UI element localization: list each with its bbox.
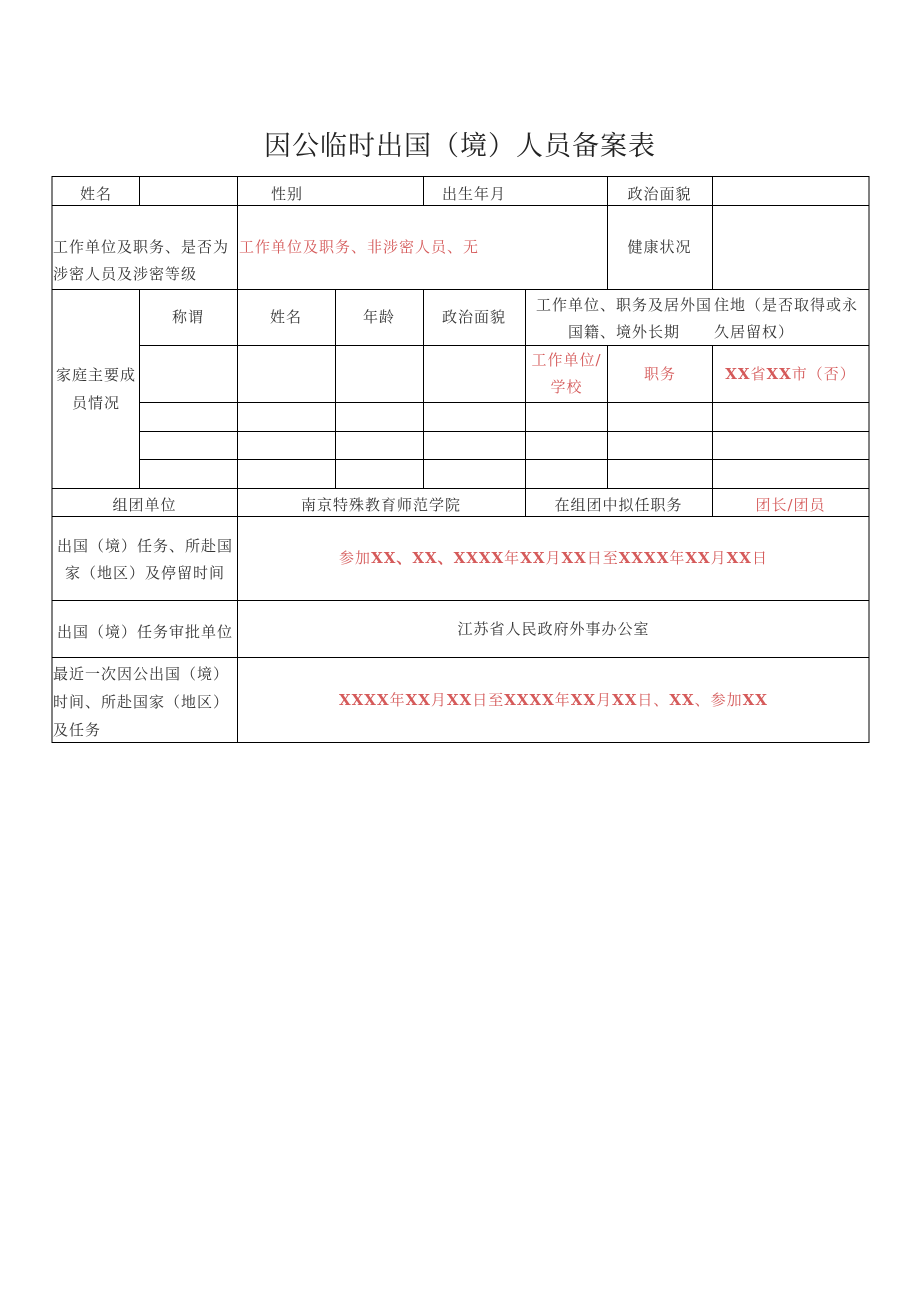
work-label: 工作单位及职务、是否为涉密人员及涉密等级 xyxy=(53,238,230,283)
text-run: 日、 xyxy=(637,690,670,709)
text-run: 年 xyxy=(669,549,686,567)
residence-part: XX xyxy=(725,364,751,383)
text-run: 年 xyxy=(504,549,521,567)
name-field[interactable] xyxy=(140,177,237,205)
group-role-value[interactable]: 团长/团员 xyxy=(755,495,826,514)
text-run: XX xyxy=(685,549,711,567)
text-run: 月 xyxy=(596,690,613,709)
text-run: XX xyxy=(570,690,597,709)
gender-field[interactable] xyxy=(335,177,423,205)
text-run: XX xyxy=(726,549,752,567)
text-run: XXXX xyxy=(618,549,670,567)
text-run: 年 xyxy=(554,690,571,709)
text-run: XX、XX、XXXX xyxy=(371,549,505,567)
family-example-position[interactable]: 职务 xyxy=(643,364,676,383)
group-unit-value[interactable]: 南京特殊教育师范学院 xyxy=(300,495,461,514)
family-header-name: 姓名 xyxy=(269,308,302,326)
text-run: XX xyxy=(446,690,473,709)
political-field[interactable] xyxy=(713,177,868,205)
group-unit-label: 组团单位 xyxy=(112,495,177,514)
residence-part: 省 xyxy=(750,364,767,383)
gender-label: 性别 xyxy=(270,184,303,203)
text-run: XX xyxy=(612,690,638,709)
residence-part: 市（否） xyxy=(791,364,856,383)
text-run: 月 xyxy=(545,549,562,567)
health-field[interactable] xyxy=(713,206,868,289)
mission-value[interactable] xyxy=(238,517,869,600)
family-header-relation: 称谓 xyxy=(171,308,204,326)
text-run: 日至 xyxy=(472,690,505,709)
text-run: 月 xyxy=(430,690,447,709)
text-run: 月 xyxy=(710,549,727,567)
text-run: XX xyxy=(520,549,546,567)
work-value[interactable]: 工作单位及职务、非涉密人员、无 xyxy=(239,238,480,256)
text-run: 年 xyxy=(389,690,406,709)
group-role-label: 在组团中拟任职务 xyxy=(554,495,683,514)
last-trip-value[interactable] xyxy=(238,658,869,742)
approval-value[interactable]: 江苏省人民政府外事办公室 xyxy=(457,619,650,638)
mission-label: 出国（境）任务、所赴国家（地区）及停留时间 xyxy=(56,537,233,582)
birth-field[interactable] xyxy=(525,177,607,205)
text-run: XX xyxy=(742,690,768,709)
family-section-label: 家庭主要成员情况 xyxy=(55,366,136,412)
text-run: 、参加 xyxy=(694,690,743,709)
name-label: 姓名 xyxy=(79,184,112,203)
form-title: 因公临时出国（境）人员备案表 xyxy=(264,131,656,162)
family-header-work: 工作单位、职务及居外国国籍、境外长期 xyxy=(535,296,712,341)
birth-label: 出生年月 xyxy=(441,184,506,203)
family-header-age: 年龄 xyxy=(362,308,395,326)
text-run: 参加 xyxy=(339,549,372,567)
family-example-work-unit[interactable]: 工作单位/学校 xyxy=(531,351,602,396)
family-header-political: 政治面貌 xyxy=(441,308,506,326)
health-label: 健康状况 xyxy=(627,238,692,256)
residence-part: XX xyxy=(766,364,792,383)
text-run: XX xyxy=(561,549,587,567)
text-run: XX xyxy=(669,690,695,709)
text-run: 日至 xyxy=(586,549,619,567)
family-example-residence[interactable] xyxy=(713,346,868,402)
political-label: 政治面貌 xyxy=(627,184,692,203)
text-run: 日 xyxy=(751,549,768,567)
text-run: XX xyxy=(405,690,431,709)
text-run: XXXX xyxy=(339,690,390,709)
family-header-residence: 住地（是否取得或永久居留权） xyxy=(714,296,859,341)
text-run: XXXX xyxy=(504,690,555,709)
approval-label: 出国（境）任务审批单位 xyxy=(56,623,233,641)
last-trip-label: 最近一次因公出国（境）时间、所赴国家（地区）及任务 xyxy=(53,665,230,739)
